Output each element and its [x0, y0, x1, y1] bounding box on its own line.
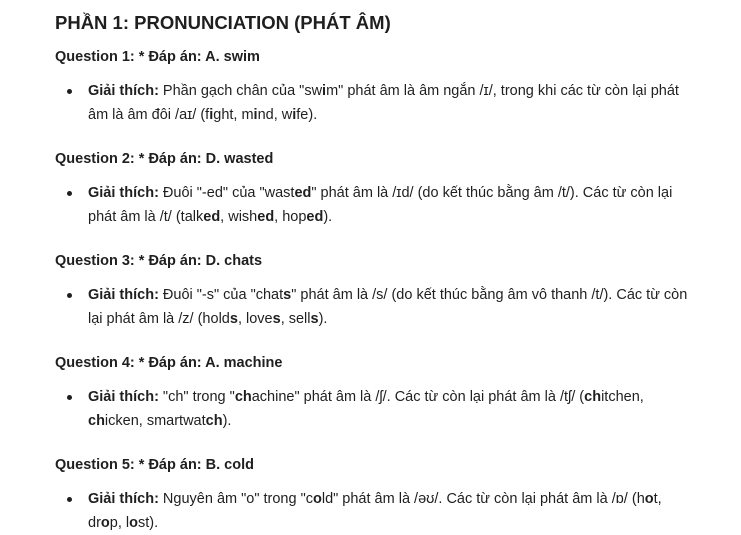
underlined-part: ch — [234, 389, 252, 405]
bullet-dot-icon — [67, 497, 72, 502]
underlined-part: ed — [306, 209, 324, 225]
underlined-part: ch — [205, 413, 223, 429]
underlined-part: s — [283, 287, 292, 303]
explanation-text: p, l — [109, 515, 130, 531]
question-heading: Question 5: * Đáp án: B. cold — [55, 457, 254, 473]
explanation-text: Đuôi "-ed" của "wast — [158, 185, 295, 201]
underlined-part: i — [209, 107, 214, 123]
explanation-label: Giải thích: — [88, 287, 159, 303]
explanation-text: achine" phát âm là /ʃ/. Các từ còn lại phát âm là /tʃ/ ( — [251, 389, 585, 405]
underlined-part: o — [129, 515, 138, 531]
explanation-text: ). — [222, 413, 232, 429]
underlined-part: i — [292, 107, 297, 123]
explanation-text: ). — [323, 209, 333, 225]
explanation-label: Giải thích: — [88, 83, 159, 99]
underlined-part: o — [644, 491, 654, 507]
explanation-text: , love — [237, 311, 273, 327]
explanation-text: "ch" trong " — [158, 389, 235, 405]
explanation-text: , sell — [280, 311, 311, 327]
explanation-text: t, dr — [88, 491, 662, 531]
explanation-text: Phần gạch chân của "sw — [158, 83, 323, 99]
explanation-text: icken, smartwat — [104, 413, 206, 429]
underlined-part: s — [272, 311, 281, 327]
underlined-part: o — [100, 515, 110, 531]
underlined-part: o — [312, 491, 322, 507]
explanation-text: , hop — [274, 209, 307, 225]
explanation-label: Giải thích: — [88, 491, 159, 507]
explanation-text: itchen, — [601, 389, 644, 405]
bullet-dot-icon — [67, 293, 72, 298]
explanation-item — [55, 79, 698, 127]
underlined-part: ed — [203, 209, 221, 225]
question-heading: Question 4: * Đáp án: A. machine — [55, 355, 283, 371]
explanation-text: ght, m — [213, 107, 254, 123]
explanation-item — [55, 283, 698, 331]
explanation-text: m" phát âm là âm ngắn /ɪ/, trong khi các từ còn lại phát âm là âm đôi /aɪ/ (f — [88, 83, 679, 123]
explanation-text: " phát âm là /s/ (do kết thúc bằng âm vô thanh /t/). Các từ còn lại phát âm là /z/ (hold — [88, 287, 688, 327]
underlined-part: ed — [257, 209, 275, 225]
question-heading: Question 3: * Đáp án: D. chats — [55, 253, 263, 269]
section-title: PHẦN 1: PRONUNCIATION (PHÁT ÂM) — [55, 12, 391, 33]
explanation-text: fe). — [296, 107, 318, 123]
explanation-text: , wish — [220, 209, 258, 225]
explanation-text: " phát âm là /ɪd/ (do kết thúc bằng âm /t/). Các từ còn lại phát âm là /t/ (talk — [88, 185, 673, 225]
underlined-part: s — [310, 311, 319, 327]
underlined-part: i — [322, 83, 327, 99]
explanation-text: ). — [318, 311, 328, 327]
explanation-label: Giải thích: — [88, 185, 159, 201]
explanation-text: ld" phát âm là /əʊ/. Các từ còn lại phát âm là /ɒ/ (h — [321, 491, 645, 507]
question-heading: Question 2: * Đáp án: D. wasted — [55, 151, 274, 167]
explanation-text: nd, w — [257, 107, 293, 123]
explanation-text: Đuôi "-s" của "chat — [158, 287, 284, 303]
explanation-label: Giải thích: — [88, 389, 159, 405]
underlined-part: ch — [88, 413, 105, 429]
explanation-item — [55, 181, 698, 229]
bullet-dot-icon — [67, 395, 72, 400]
underlined-part: s — [229, 311, 238, 327]
underlined-part: ch — [584, 389, 602, 405]
explanation-item — [55, 385, 698, 433]
underlined-part: i — [253, 107, 258, 123]
explanation-text: Nguyên âm "o" trong "c — [158, 491, 313, 507]
question-heading: Question 1: * Đáp án: A. swim — [55, 49, 260, 65]
underlined-part: ed — [294, 185, 312, 201]
bullet-dot-icon — [67, 89, 72, 94]
question-list — [55, 47, 741, 535]
bullet-dot-icon — [67, 191, 72, 196]
explanation-text: st). — [137, 515, 159, 531]
